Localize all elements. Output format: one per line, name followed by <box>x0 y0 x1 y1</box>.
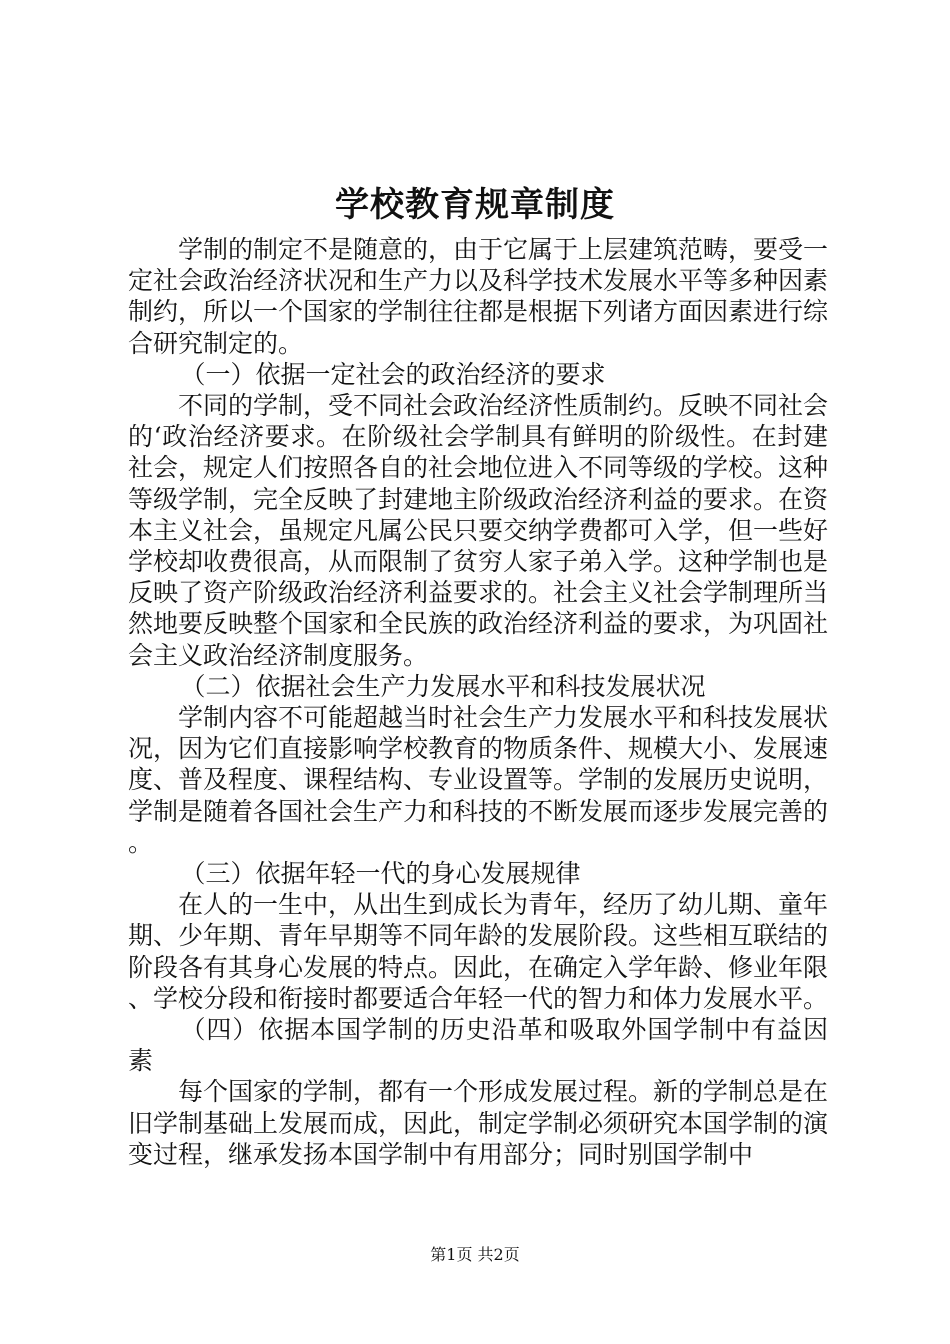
section-heading-2: （二）依据社会生产力发展水平和科技发展状况 <box>180 671 706 701</box>
paragraph-section-3: 在人的一生中，从出生到成长为青年，经历了幼儿期、童年期、少年期、青年早期等不同年龄的发展阶段。这些相互联结的阶段各有其身心发展的特点。因此，在确定入学年龄、修业年限、学校分段和衔接时都要适合年轻一代的智力和体力发展水平。 <box>128 890 829 1013</box>
paragraph-section-1: 不同的学制，受不同社会政治经济性质制约。反映不同社会的‘政治经济要求。在阶级社会学制具有鲜明的阶级性。在封建社会，规定人们按照各自的社会地位进入不同等级的学校。这种等级学制，完全反映了封建地主阶级政治经济利益的要求。在资本主义社会，虽规定凡属公民只要交纳学费都可入学，但一些好学校却收费很高，从而限制了贫穷人家子弟入学。这种学制也是反映了资产阶级政治经济利益要求的。社会主义社会学制理所当然地要反映整个国家和全民族的政治经济利益的要求，为巩固社会主义政治经济制度服务。 <box>128 391 829 670</box>
document-body <box>128 234 828 1170</box>
document-title: 学校教育规章制度 <box>335 185 615 225</box>
section-heading-1: （一）依据一定社会的政治经济的要求 <box>180 359 606 389</box>
section-heading-3: （三）依据年轻一代的身心发展规律 <box>180 859 581 889</box>
page-number-footer: 第1页 共2页 <box>430 1245 520 1264</box>
section-heading-4: （四）依据本国学制的历史沿革和吸取外国学制中有益因素 <box>128 1015 828 1076</box>
paragraph-section-4: 每个国家的学制，都有一个形成发展过程。新的学制总是在旧学制基础上发展而成，因此，制定学制必须研究本国学制的演变过程，继承发扬本国学制中有用部分；同时别国学制中 <box>128 1077 829 1169</box>
paragraph-section-2: 学制内容不可能超越当时社会生产力发展水平和科技发展状况，因为它们直接影响学校教育的物质条件、规模大小、发展速度、普及程度、课程结构、专业设置等。学制的发展历史说明，学制是随着各国社会生产力和科技的不断发展而逐步发展完善的。 <box>128 703 829 857</box>
paragraph-intro: 学制的制定不是随意的，由于它属于上层建筑范畴，要受一定社会政治经济状况和生产力以及科学技术发展水平等多种因素制约，所以一个国家的学制往往都是根据下列诸方面因素进行综合研究制定的。 <box>128 235 829 358</box>
